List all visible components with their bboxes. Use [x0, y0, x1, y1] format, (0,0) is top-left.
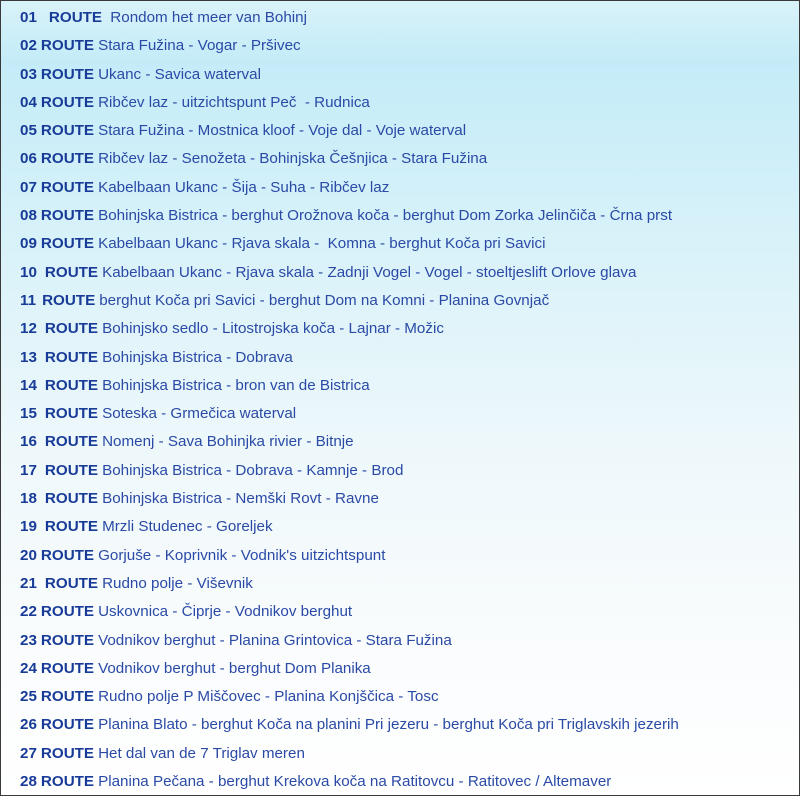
route-item[interactable]: [1, 711, 799, 739]
route-title[interactable]: Bohinjska Bistrica - Dobrava: [102, 348, 293, 366]
route-title[interactable]: Bohinjska Bistrica - Nemški Rovt - Ravne: [102, 490, 379, 508]
route-number: 17: [20, 461, 37, 479]
route-number: 01: [20, 9, 37, 26]
route-item[interactable]: [1, 230, 799, 258]
route-item[interactable]: [1, 400, 799, 428]
route-title[interactable]: Nomenj - Sava Bohinjka rivier - Bitnje: [102, 433, 354, 451]
route-label: ROUTE: [44, 348, 99, 366]
route-number: 23: [20, 631, 37, 649]
route-label: ROUTE: [40, 235, 95, 253]
route-item[interactable]: [1, 740, 799, 768]
route-item[interactable]: [1, 683, 799, 711]
route-title[interactable]: Bohinjsko sedlo - Litostrojska koča - Lajnar - Možic: [102, 320, 444, 338]
route-number: 24: [20, 659, 37, 677]
route-number: 14: [20, 376, 37, 394]
route-number: 11: [20, 291, 37, 309]
route-label: ROUTE: [44, 518, 99, 536]
route-title[interactable]: Bohinjska Bistrica - Dobrava - Kamnje - Brod: [102, 461, 404, 479]
route-title[interactable]: Mrzli Studenec - Goreljek: [102, 518, 273, 536]
route-number: 25: [20, 688, 37, 706]
route-title[interactable]: Bohinjska Bistrica - berghut Orožnova koča - berghut Dom Zorka Jelinčiča - Črna prst: [98, 207, 673, 225]
route-number: 27: [20, 744, 37, 762]
route-title[interactable]: Ribčev laz - Senožeta - Bohinjska Češnjica - Stara Fužina: [98, 150, 488, 168]
route-item[interactable]: [1, 768, 799, 796]
route-title[interactable]: Planina Blato - berghut Koča na planini Pri jezeru - berghut Koča pri Triglavskih jezerih: [98, 716, 679, 734]
route-item[interactable]: [1, 542, 799, 570]
route-label: ROUTE: [40, 603, 95, 621]
route-label: ROUTE: [40, 122, 95, 140]
route-label: ROUTE: [40, 716, 95, 734]
route-number: 19: [20, 518, 37, 536]
route-label: ROUTE: [42, 291, 96, 309]
route-item[interactable]: [1, 117, 799, 145]
route-number: 20: [20, 546, 37, 564]
route-item[interactable]: [1, 513, 799, 541]
route-number: 18: [20, 490, 37, 508]
route-title[interactable]: Kabelbaan Ukanc - Rjava skala - Komna - berghut Koča pri Savici: [98, 235, 546, 253]
route-item[interactable]: [1, 485, 799, 513]
route-label: ROUTE: [40, 631, 95, 649]
route-item[interactable]: [1, 315, 799, 343]
route-number: 06: [20, 150, 37, 168]
route-number: 07: [20, 178, 37, 196]
route-title[interactable]: Ribčev laz - uitzichtspunt Peč - Rudnica: [98, 93, 370, 111]
route-number: 02: [20, 37, 37, 55]
route-item[interactable]: [1, 259, 799, 287]
route-item[interactable]: [1, 627, 799, 655]
route-label: ROUTE: [40, 65, 95, 83]
route-title[interactable]: Vodnikov berghut - Planina Grintovica - Stara Fužina: [98, 631, 452, 649]
route-title[interactable]: Uskovnica - Čiprje - Vodnikov berghut: [98, 603, 353, 621]
route-title[interactable]: berghut Koča pri Savici - berghut Dom na Komni - Planina Govnjač: [99, 291, 550, 309]
route-label: ROUTE: [44, 574, 99, 592]
route-number: 13: [20, 348, 37, 366]
route-item[interactable]: [1, 372, 799, 400]
route-label: ROUTE: [44, 263, 99, 281]
route-number: 22: [20, 603, 37, 621]
route-item[interactable]: [1, 202, 799, 230]
route-item[interactable]: [1, 4, 799, 32]
route-title[interactable]: Stara Fužina - Vogar - Pršivec: [98, 37, 301, 55]
route-number: 10: [20, 263, 37, 281]
route-number: 15: [20, 405, 37, 423]
route-number: 03: [20, 65, 37, 83]
route-item[interactable]: [1, 344, 799, 372]
route-label: ROUTE: [40, 688, 95, 706]
route-item[interactable]: [1, 428, 799, 456]
route-number: 12: [20, 320, 37, 338]
route-label: ROUTE: [40, 744, 95, 762]
route-item[interactable]: [1, 32, 799, 60]
route-title[interactable]: Het dal van de 7 Triglav meren: [98, 744, 305, 762]
route-title[interactable]: Rudno polje - Viševnik: [102, 574, 253, 592]
route-label: ROUTE: [44, 461, 99, 479]
route-label: ROUTE: [40, 773, 95, 791]
route-title[interactable]: Stara Fužina - Mostnica kloof - Voje dal - Voje waterval: [98, 122, 467, 140]
route-title[interactable]: Rudno polje P Miščovec - Planina Konjščica - Tosc: [98, 688, 439, 706]
route-title[interactable]: Vodnikov berghut - berghut Dom Planika: [98, 659, 371, 677]
route-label: ROUTE: [40, 207, 95, 225]
route-number: 04: [20, 93, 37, 111]
route-label: ROUTE: [40, 93, 95, 111]
route-number: 28: [20, 773, 37, 791]
route-item[interactable]: [1, 598, 799, 626]
route-item[interactable]: [1, 145, 799, 173]
route-item[interactable]: [1, 61, 799, 89]
route-title[interactable]: Soteska - Grmečica waterval: [102, 405, 297, 423]
route-label: ROUTE: [40, 150, 95, 168]
route-title[interactable]: Kabelbaan Ukanc - Šija - Suha - Ribčev laz: [98, 178, 390, 196]
route-number: 09: [20, 235, 37, 253]
route-label: ROUTE: [40, 37, 95, 55]
route-number: 21: [20, 574, 37, 592]
route-number: 26: [20, 716, 37, 734]
route-title[interactable]: Bohinjska Bistrica - bron van de Bistrica: [102, 376, 370, 394]
route-item[interactable]: [1, 570, 799, 598]
route-number: 05: [20, 122, 37, 140]
route-item[interactable]: [1, 287, 799, 315]
route-number: 16: [20, 433, 37, 451]
route-number: 08: [20, 207, 37, 225]
route-label: ROUTE: [44, 405, 99, 423]
route-label: ROUTE: [44, 433, 99, 451]
route-label: ROUTE: [44, 376, 99, 394]
route-title[interactable]: Kabelbaan Ukanc - Rjava skala - Zadnji Vogel - Vogel - stoeltjeslift Orlove glava: [102, 263, 637, 281]
route-label: ROUTE: [48, 9, 103, 26]
route-label: ROUTE: [40, 178, 95, 196]
route-title[interactable]: Rondom het meer van Bohinj: [106, 9, 307, 26]
route-item[interactable]: [1, 174, 799, 202]
route-item[interactable]: [1, 89, 799, 117]
route-item[interactable]: [1, 457, 799, 485]
route-list: [1, 1, 799, 796]
route-title[interactable]: Gorjuše - Koprivnik - Vodnik's uitzichtspunt: [98, 546, 386, 564]
route-label: ROUTE: [40, 659, 95, 677]
route-label: ROUTE: [44, 490, 99, 508]
route-item[interactable]: [1, 655, 799, 683]
route-label: ROUTE: [44, 320, 99, 338]
route-title[interactable]: Ukanc - Savica waterval: [98, 65, 261, 83]
route-label: ROUTE: [40, 546, 95, 564]
route-title[interactable]: Planina Pečana - berghut Krekova koča na Ratitovcu - Ratitovec / Altemaver: [98, 773, 612, 791]
